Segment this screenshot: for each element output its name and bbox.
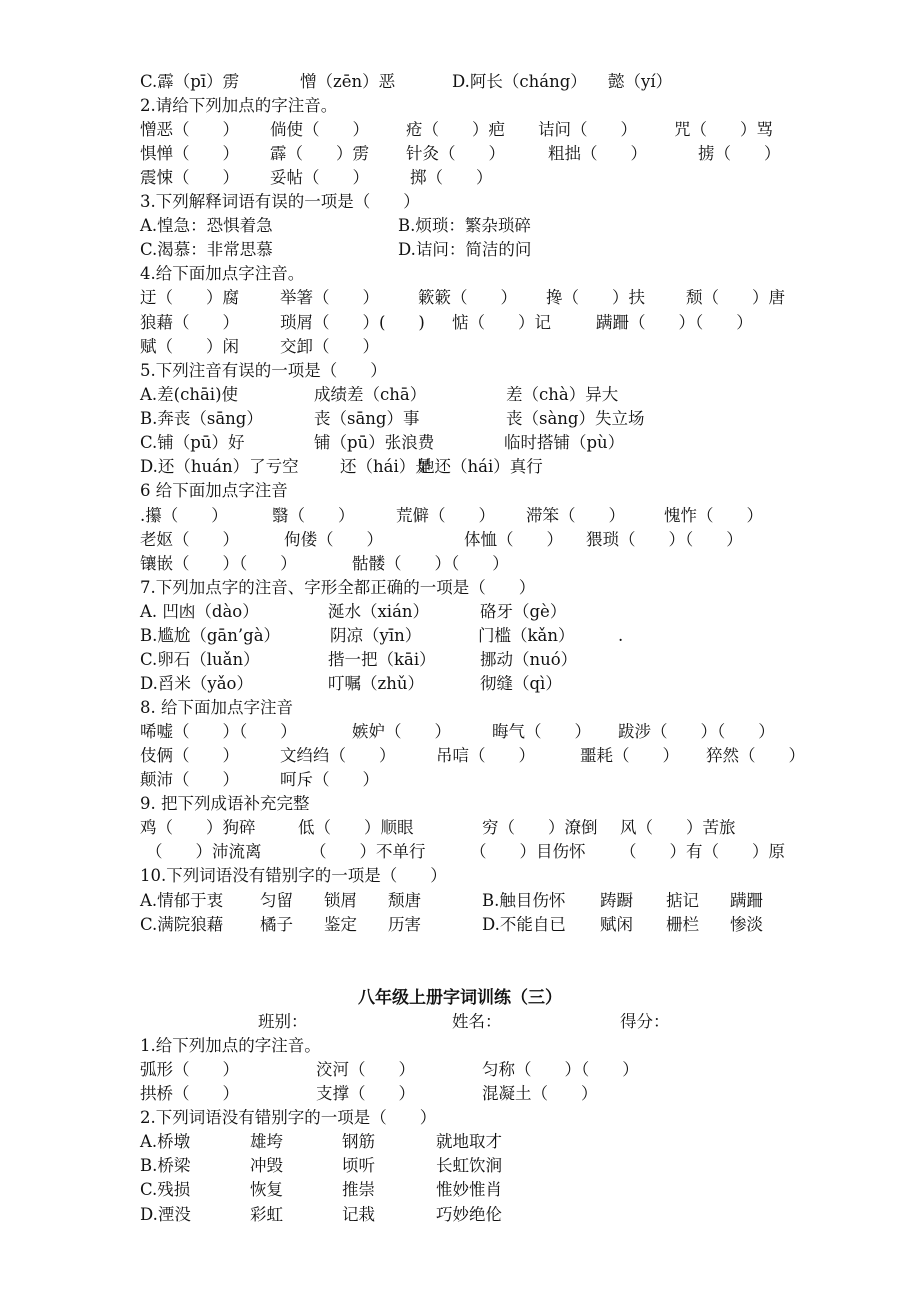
exercise-item: D.阿长（cháng） xyxy=(452,72,587,91)
score-label: 得分： xyxy=(620,1012,670,1031)
exercise-item: 临时搭铺（pù） xyxy=(504,433,625,452)
exercise-item: 噩耗（ ） xyxy=(580,746,679,765)
exercise-line-start: C.满院狼藉 xyxy=(140,915,224,934)
exercise-line-start: B.尴尬（gān’gà） xyxy=(140,626,281,645)
exercise-item: 橘子 xyxy=(260,915,293,934)
exercise-item: 佝偻（ ） xyxy=(284,530,383,549)
exercise-line-start: 10.下列词语没有错别字的一项是（ ） xyxy=(140,866,447,885)
exercise-3-line-start: B.桥梁 xyxy=(140,1156,191,1175)
exercise-item: 踌蹰 xyxy=(600,891,633,910)
exercise-3-line-start: 弧形（ ） xyxy=(140,1060,239,1079)
exercise-3-line-start: C.残损 xyxy=(140,1180,191,1199)
exercise-3-item: 就地取才 xyxy=(436,1132,502,1151)
exercise-item: 门槛（kǎn） xyxy=(478,626,575,645)
exercise-line-start: 惧惮（ ） xyxy=(140,144,239,163)
exercise-line-start: C.铺（pū）好 xyxy=(140,433,245,452)
exercise-item: 举箸（ ） xyxy=(280,288,379,307)
exercise-item: 咒（ ）骂 xyxy=(674,120,773,139)
exercise-3-line-start: 拱桥（ ） xyxy=(140,1084,239,1103)
exercise-line-start: 赋（ ）闲 xyxy=(140,337,239,356)
exercise-item: 阴凉（yīn） xyxy=(330,626,422,645)
exercise-item: 倘使（ ） xyxy=(270,120,369,139)
exercise-item: 硌牙（gè） xyxy=(480,602,567,621)
exercise-line-start: 伎俩（ ） xyxy=(140,746,239,765)
exercise-line-start: 2.请给下列加点的字注音。 xyxy=(140,96,338,115)
exercise-3-item: 彩虹 xyxy=(250,1205,283,1224)
exercise-line-start: 镶嵌（ ）（ ） xyxy=(140,554,297,573)
exercise-item: 叮嘱（zhǔ） xyxy=(328,674,424,693)
exercise-item: D.诘问：简洁的问 xyxy=(398,240,532,259)
exercise-item: 荒僻（ ） xyxy=(396,506,495,525)
exercise-item: 翳（ ） xyxy=(272,506,355,525)
exercise-item: 针灸（ ） xyxy=(406,144,505,163)
exercise-item: 惦（ ）记 xyxy=(452,313,551,332)
exercise-item: 疮（ ）疤 xyxy=(406,120,505,139)
exercise-item: 掳（ ） xyxy=(698,144,781,163)
exercise-item: . xyxy=(618,626,624,645)
exercise-item: 涎水（xián） xyxy=(328,602,430,621)
exercise-item: 穷（ ）潦倒 xyxy=(482,818,598,837)
exercise-item: （ ）不单行 xyxy=(310,842,426,861)
exercise-line-start: 5.下列注音有误的一项是（ ） xyxy=(140,361,387,380)
exercise-item: D.不能自已 xyxy=(482,915,566,934)
exercise-item: 锁屑 xyxy=(324,891,357,910)
exercise-item: 匀留 xyxy=(260,891,293,910)
exercise-line-start: A.差(chāi)使 xyxy=(140,385,239,404)
exercise-3-item: 长虹饮涧 xyxy=(436,1156,502,1175)
exercise-3-item: 冲毁 xyxy=(250,1156,283,1175)
exercise-item: 赋闲 xyxy=(600,915,633,934)
exercise-item: 掷（ ） xyxy=(410,168,493,187)
exercise-3-item: 雄垮 xyxy=(250,1132,283,1151)
exercise-item: 挪动（nuó） xyxy=(480,650,578,669)
exercise-item: 琐屑（ ）( ) xyxy=(280,313,425,332)
class-label: 班别： xyxy=(258,1012,308,1031)
exercise-item: 历害 xyxy=(388,915,421,934)
exercise-item: 揩一把（kāi） xyxy=(328,650,436,669)
exercise-item: 粗拙（ ） xyxy=(548,144,647,163)
exercise-3-item: 记栽 xyxy=(342,1205,375,1224)
worksheet-title: 八年级上册字词训练（三） xyxy=(358,988,562,1008)
exercise-line-start: 老妪（ ） xyxy=(140,530,239,549)
exercise-item: 蹒跚（ ）（ ） xyxy=(596,313,753,332)
exercise-item: （ ）有（ ）原 xyxy=(620,842,785,861)
exercise-item: 妥帖（ ） xyxy=(270,168,369,187)
exercise-item: 簌簌（ ） xyxy=(418,288,517,307)
exercise-3-line-start: 2.下列词语没有错别字的一项是（ ） xyxy=(140,1108,437,1127)
exercise-3-line-start: D.湮没 xyxy=(140,1205,191,1224)
exercise-item: 霹（ ）雳 xyxy=(270,144,369,163)
exercise-line-start: 鸡（ ）狗碎 xyxy=(140,818,256,837)
exercise-item: 猝然（ ） xyxy=(706,746,805,765)
exercise-line-start: D.舀米（yǎo） xyxy=(140,674,253,693)
exercise-item: 风（ ）苦旅 xyxy=(620,818,736,837)
exercise-item: 骷髅（ ）（ ） xyxy=(352,554,509,573)
exercise-item: 交卸（ ） xyxy=(280,337,379,356)
exercise-item: 成绩差（chā） xyxy=(314,385,427,404)
exercise-item: 憎（zēn）恶 xyxy=(300,72,396,91)
exercise-3-line-start: A.桥墩 xyxy=(140,1132,191,1151)
exercise-3-item: 洨河（ ） xyxy=(316,1060,415,1079)
exercise-line-start: 震悚（ ） xyxy=(140,168,239,187)
exercise-item: 嫉妒（ ） xyxy=(352,722,451,741)
exercise-line-start: C.卵石（luǎn） xyxy=(140,650,260,669)
student-info-row xyxy=(140,1010,670,1034)
exercise-line-start: B.奔丧（sāng） xyxy=(140,409,263,428)
exercise-item: 蹒跚 xyxy=(730,891,763,910)
exercise-line-start: 唏嘘（ ）（ ） xyxy=(140,722,297,741)
exercise-item: 还（hái）是 xyxy=(340,457,432,476)
exercise-line-start: 9. 把下列成语补充完整 xyxy=(140,794,310,813)
exercise-item: 栅栏 xyxy=(666,915,699,934)
exercise-3-item: 恢复 xyxy=(250,1180,283,1199)
exercise-item: 颓（ ）唐 xyxy=(686,288,785,307)
exercise-3-item: 惟妙惟肖 xyxy=(436,1180,502,1199)
exercise-line-start: 3.下列解释词语有误的一项是（ ） xyxy=(140,192,420,211)
exercise-item: 体恤（ ） xyxy=(464,530,563,549)
exercise-item: 吊唁（ ） xyxy=(436,746,535,765)
exercise-item: 她还（hái）真行 xyxy=(418,457,543,476)
exercise-line-start: 7.下列加点字的注音、字形全都正确的一项是（ ） xyxy=(140,578,536,597)
exercise-item: B.烦琐：繁杂琐碎 xyxy=(398,216,531,235)
exercise-item: 文绉绉（ ） xyxy=(280,746,396,765)
exercise-item: 丧（sàng）失立场 xyxy=(506,409,645,428)
exercise-item: （ ）目伤怀 xyxy=(470,842,586,861)
exercise-line-start: 狼藉（ ） xyxy=(140,313,239,332)
exercise-item: 愧怍（ ） xyxy=(664,506,763,525)
name-label: 姓名： xyxy=(452,1012,502,1031)
exercise-line-start: （ ）沛流离 xyxy=(146,842,262,861)
exercise-3-item: 混凝土（ ） xyxy=(482,1084,598,1103)
exercise-item: 铺（pū）张浪费 xyxy=(314,433,435,452)
exercise-3-item: 支撑（ ） xyxy=(316,1084,415,1103)
exercise-item: 搀（ ）扶 xyxy=(546,288,645,307)
exercise-3-item: 顷听 xyxy=(342,1156,375,1175)
exercise-item: 懿（yí） xyxy=(608,72,673,91)
exercise-3-item: 匀称（ ）（ ） xyxy=(482,1060,639,1079)
exercise-line-start: C.霹（pī）雳 xyxy=(140,72,240,91)
exercise-item: 晦气（ ） xyxy=(492,722,591,741)
exercise-line-start: A.惶急：恐惧着急 xyxy=(140,216,273,235)
exercise-line-start: 迂（ ）腐 xyxy=(140,288,239,307)
exercise-line-start: D.还（huán）了亏空 xyxy=(140,457,299,476)
exercise-item: 猥琐（ ）（ ） xyxy=(586,530,743,549)
exercise-item: 彻缝（qì） xyxy=(480,674,562,693)
exercise-line-start: .攥（ ） xyxy=(140,506,228,525)
exercise-3-item: 巧妙绝伦 xyxy=(436,1205,502,1224)
exercise-line-start: C.渴慕：非常思慕 xyxy=(140,240,273,259)
exercise-line-start: A. 凹凼（dào） xyxy=(140,602,259,621)
exercise-3-item: 钢筋 xyxy=(342,1132,375,1151)
exercise-item: 呵斥（ ） xyxy=(280,770,379,789)
exercise-item: 跋涉（ ）（ ） xyxy=(618,722,775,741)
exercise-item: 鉴定 xyxy=(324,915,357,934)
exercise-item: 掂记 xyxy=(666,891,699,910)
exercise-line-start: 4.给下面加点字注音。 xyxy=(140,264,305,283)
exercise-item: 滞笨（ ） xyxy=(526,506,625,525)
exercise-line-start: 6 给下面加点字注音 xyxy=(140,481,288,500)
exercise-item: 低（ ）顺眼 xyxy=(298,818,414,837)
exercise-line-start: 颠沛（ ） xyxy=(140,770,239,789)
exercise-line-start: 憎恶（ ） xyxy=(140,120,239,139)
exercise-item: 丧（sāng）事 xyxy=(314,409,420,428)
exercise-item: 差（chà）异大 xyxy=(506,385,619,404)
exercise-3-item: 推崇 xyxy=(342,1180,375,1199)
exercise-item: B.触目伤怀 xyxy=(482,891,566,910)
exercise-line-start: A.情郁于衷 xyxy=(140,891,224,910)
exercise-item: 诘问（ ） xyxy=(538,120,637,139)
exercise-3-line-start: 1.给下列加点的字注音。 xyxy=(140,1036,321,1055)
exercise-item: 惨淡 xyxy=(730,915,763,934)
exercise-item: 颓唐 xyxy=(388,891,421,910)
exercise-line-start: 8. 给下面加点字注音 xyxy=(140,698,293,717)
